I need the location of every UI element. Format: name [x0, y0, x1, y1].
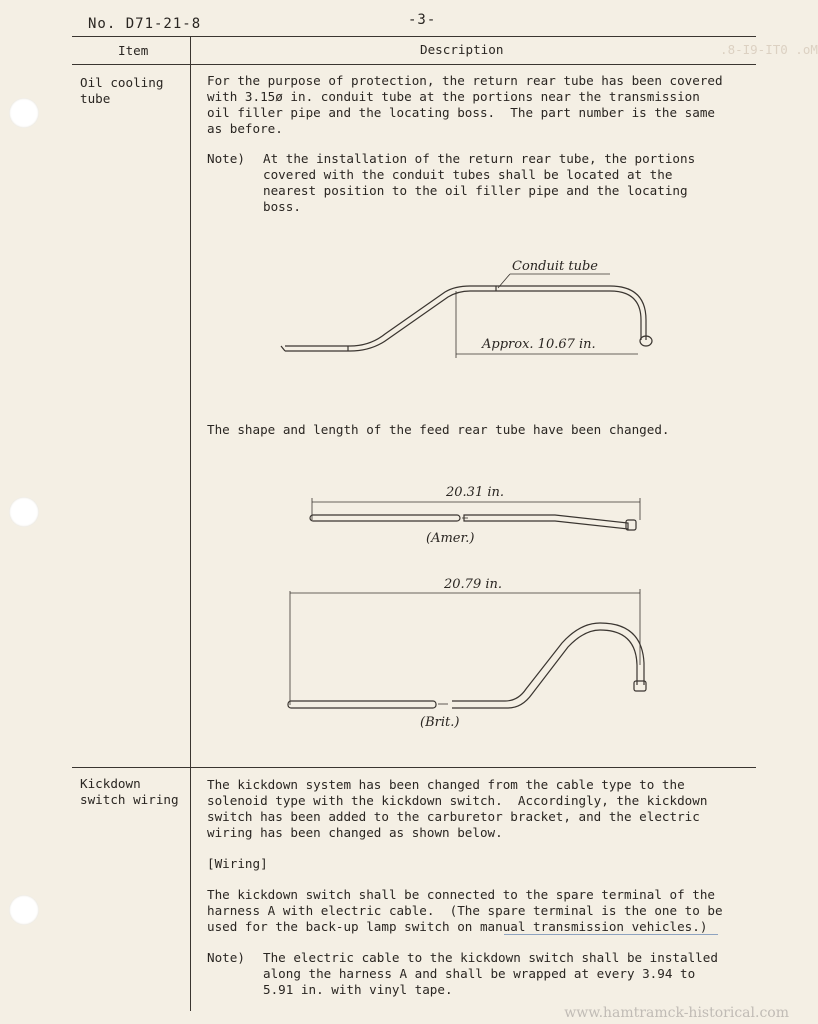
- underline-mark: [504, 934, 718, 935]
- figure3-dimension: 20.79 in.: [444, 577, 503, 592]
- item-label-switch-wiring: switch wiring: [80, 792, 179, 807]
- text-line: boss.: [263, 199, 301, 214]
- text-line: as before.: [207, 121, 283, 136]
- text-line: covered with the conduit tubes shall be located at the: [263, 167, 673, 182]
- item-label-oil-cooling: Oil cooling: [80, 75, 164, 90]
- table-top-rule: [72, 36, 756, 37]
- item-label-tube: tube: [80, 91, 111, 106]
- bleed-through-text: .8-I9-IT0 .oM: [705, 42, 818, 57]
- return-rear-tube-figure: [270, 250, 670, 365]
- note-label: Note): [207, 151, 245, 166]
- feed-tube-paragraph: The shape and length of the feed rear tube have been changed.: [207, 422, 670, 437]
- figure3-caption: (Brit.): [420, 715, 460, 730]
- text-line: The kickdown switch shall be connected to the spare terminal of the: [207, 887, 715, 902]
- column-header-description: Description: [420, 42, 504, 57]
- text-line: switch has been added to the carburetor bracket, and the electric: [207, 809, 700, 824]
- figure1-dimension: Approx. 10.67 in.: [482, 337, 596, 352]
- table-header-rule: [72, 64, 756, 65]
- text-line: 5.91 in. with vinyl tape.: [263, 982, 453, 997]
- text-line: The kickdown system has been changed from the cable type to the: [207, 777, 685, 792]
- text-line: with 3.15ø in. conduit tube at the portions near the transmission: [207, 89, 700, 104]
- conduit-tube-label: Conduit tube: [512, 259, 598, 274]
- feed-rear-tube-brit-figure: [280, 585, 660, 720]
- text-line: solenoid type with the kickdown switch. Accordingly, the kickdown: [207, 793, 708, 808]
- punch-hole: [9, 895, 39, 925]
- figure2-dimension: 20.31 in.: [446, 485, 505, 500]
- column-divider: [190, 36, 191, 1011]
- wiring-heading: [Wiring]: [207, 856, 268, 871]
- text-line: The electric cable to the kickdown switch shall be installed: [263, 950, 718, 965]
- text-line: nearest position to the oil filler pipe and the locating: [263, 183, 688, 198]
- text-line: along the harness A and shall be wrapped at every 3.94 to: [263, 966, 696, 981]
- figure2-caption: (Amer.): [426, 531, 475, 546]
- site-watermark: www.hamtramck-historical.com: [564, 1005, 789, 1021]
- document-number: No. D71-21-8: [88, 16, 202, 32]
- text-line: oil filler pipe and the locating boss. The part number is the same: [207, 105, 715, 120]
- text-line: At the installation of the return rear tube, the portions: [263, 151, 696, 166]
- text-line: used for the back-up lamp switch on manual transmission vehicles.): [207, 919, 708, 934]
- punch-hole: [9, 497, 39, 527]
- text-line: harness A with electric cable. (The spare terminal is the one to be: [207, 903, 723, 918]
- item-label-kickdown: Kickdown: [80, 776, 141, 791]
- section-divider-rule: [72, 767, 756, 768]
- text-line: For the purpose of protection, the return rear tube has been covered: [207, 73, 723, 88]
- text-line: wiring has been changed as shown below.: [207, 825, 503, 840]
- note-label: Note): [207, 950, 245, 965]
- column-header-item: Item: [118, 43, 149, 58]
- punch-hole: [9, 98, 39, 128]
- page-number: -3-: [408, 12, 437, 28]
